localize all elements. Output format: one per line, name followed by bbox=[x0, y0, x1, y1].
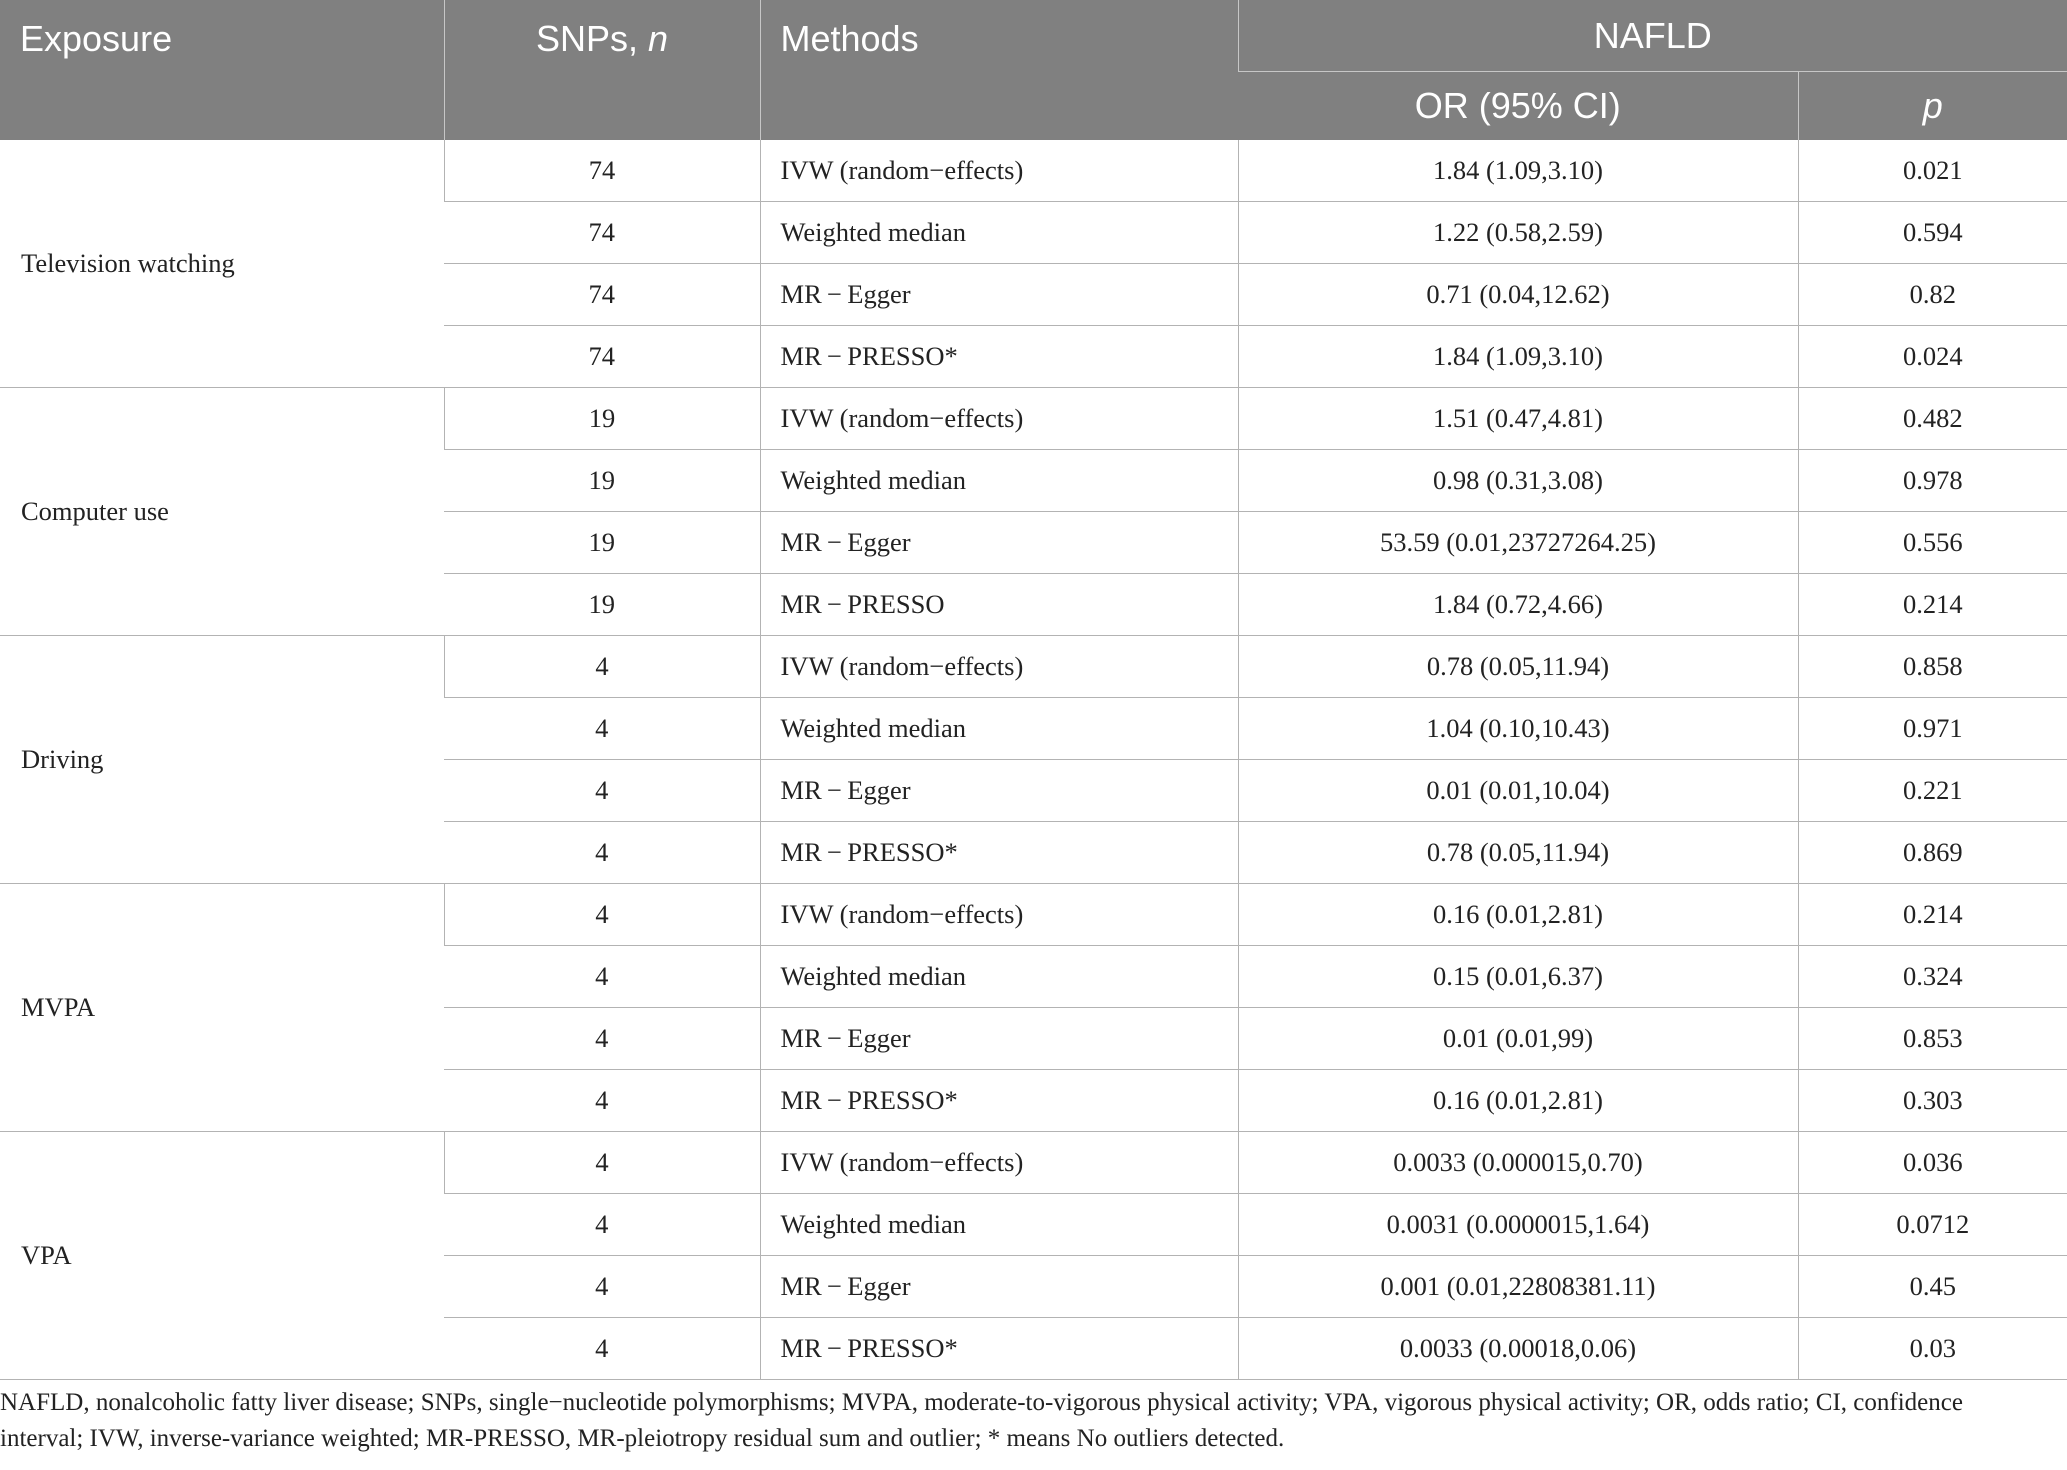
p-value-cell: 0.024 bbox=[1798, 326, 2067, 388]
method-cell: MR − Egger bbox=[760, 1008, 1238, 1070]
p-value-cell: 0.594 bbox=[1798, 202, 2067, 264]
or-ci-cell: 1.04 (0.10,10.43) bbox=[1238, 698, 1798, 760]
or-ci-cell: 0.01 (0.01,10.04) bbox=[1238, 760, 1798, 822]
or-ci-cell: 53.59 (0.01,23727264.25) bbox=[1238, 512, 1798, 574]
table-row bbox=[0, 388, 2067, 450]
snps-cell: 4 bbox=[444, 1194, 760, 1256]
or-ci-cell: 0.001 (0.01,22808381.11) bbox=[1238, 1256, 1798, 1318]
p-value-cell: 0.482 bbox=[1798, 388, 2067, 450]
or-ci-cell: 0.78 (0.05,11.94) bbox=[1238, 822, 1798, 884]
snps-cell: 74 bbox=[444, 202, 760, 264]
method-cell: MR − Egger bbox=[760, 1256, 1238, 1318]
method-cell: IVW (random−effects) bbox=[760, 1132, 1238, 1194]
or-ci-cell: 0.0033 (0.000015,0.70) bbox=[1238, 1132, 1798, 1194]
header-snps: SNPs, n bbox=[444, 0, 760, 140]
p-value-cell: 0.021 bbox=[1798, 140, 2067, 202]
or-ci-cell: 0.78 (0.05,11.94) bbox=[1238, 636, 1798, 698]
method-cell: MR − Egger bbox=[760, 264, 1238, 326]
method-cell: IVW (random−effects) bbox=[760, 636, 1238, 698]
snps-cell: 4 bbox=[444, 636, 760, 698]
method-cell: MR − PRESSO bbox=[760, 574, 1238, 636]
or-ci-cell: 0.16 (0.01,2.81) bbox=[1238, 884, 1798, 946]
snps-cell: 4 bbox=[444, 822, 760, 884]
header-or-ci: OR (95% CI) bbox=[1238, 72, 1798, 141]
method-cell: Weighted median bbox=[760, 1194, 1238, 1256]
p-value-cell: 0.858 bbox=[1798, 636, 2067, 698]
table-body bbox=[0, 140, 2067, 1380]
snps-cell: 4 bbox=[444, 884, 760, 946]
exposure-cell: VPA bbox=[0, 1132, 444, 1380]
snps-cell: 4 bbox=[444, 1070, 760, 1132]
exposure-cell: Computer use bbox=[0, 388, 444, 636]
snps-cell: 4 bbox=[444, 1318, 760, 1380]
header-methods: Methods bbox=[760, 0, 1238, 140]
or-ci-cell: 1.84 (1.09,3.10) bbox=[1238, 140, 1798, 202]
or-ci-cell: 0.15 (0.01,6.37) bbox=[1238, 946, 1798, 1008]
snps-cell: 19 bbox=[444, 450, 760, 512]
or-ci-cell: 0.0031 (0.0000015,1.64) bbox=[1238, 1194, 1798, 1256]
table-row bbox=[0, 1132, 2067, 1194]
method-cell: IVW (random−effects) bbox=[760, 388, 1238, 450]
p-value-cell: 0.036 bbox=[1798, 1132, 2067, 1194]
p-value-cell: 0.45 bbox=[1798, 1256, 2067, 1318]
method-cell: Weighted median bbox=[760, 698, 1238, 760]
p-value-cell: 0.869 bbox=[1798, 822, 2067, 884]
p-value-cell: 0.556 bbox=[1798, 512, 2067, 574]
or-ci-cell: 0.71 (0.04,12.62) bbox=[1238, 264, 1798, 326]
or-ci-cell: 0.98 (0.31,3.08) bbox=[1238, 450, 1798, 512]
table-header bbox=[0, 0, 2067, 140]
snps-cell: 4 bbox=[444, 1008, 760, 1070]
or-ci-cell: 0.01 (0.01,99) bbox=[1238, 1008, 1798, 1070]
p-value-cell: 0.03 bbox=[1798, 1318, 2067, 1380]
header-outcome: NAFLD bbox=[1238, 0, 2067, 72]
method-cell: Weighted median bbox=[760, 450, 1238, 512]
or-ci-cell: 1.22 (0.58,2.59) bbox=[1238, 202, 1798, 264]
or-ci-cell: 0.0033 (0.00018,0.06) bbox=[1238, 1318, 1798, 1380]
p-value-cell: 0.324 bbox=[1798, 946, 2067, 1008]
snps-cell: 19 bbox=[444, 512, 760, 574]
method-cell: MR − PRESSO* bbox=[760, 822, 1238, 884]
snps-cell: 4 bbox=[444, 1132, 760, 1194]
p-value-cell: 0.82 bbox=[1798, 264, 2067, 326]
p-value-cell: 0.978 bbox=[1798, 450, 2067, 512]
p-value-cell: 0.0712 bbox=[1798, 1194, 2067, 1256]
method-cell: MR − Egger bbox=[760, 760, 1238, 822]
snps-cell: 19 bbox=[444, 388, 760, 450]
snps-cell: 4 bbox=[444, 760, 760, 822]
table-row bbox=[0, 636, 2067, 698]
header-exposure: Exposure bbox=[0, 0, 444, 140]
method-cell: IVW (random−effects) bbox=[760, 140, 1238, 202]
exposure-cell: Driving bbox=[0, 636, 444, 884]
table-footnote: NAFLD, nonalcoholic fatty liver disease; SNPs, single−nucleotide polymorphisms; MVPA, moderate-to-vigorous physical activity; VPA, vigorous physical activity; OR, odds ratio; CI, confidence interval; IVW, inverse-variance weighted; MR-PRESSO, MR-pleiotropy residual sum and outlier; * means No outliers detected. bbox=[0, 1389, 1963, 1452]
snps-cell: 74 bbox=[444, 264, 760, 326]
table-row bbox=[0, 140, 2067, 202]
snps-cell: 74 bbox=[444, 326, 760, 388]
or-ci-cell: 1.51 (0.47,4.81) bbox=[1238, 388, 1798, 450]
snps-cell: 4 bbox=[444, 1256, 760, 1318]
snps-cell: 4 bbox=[444, 946, 760, 1008]
method-cell: Weighted median bbox=[760, 946, 1238, 1008]
method-cell: MR − Egger bbox=[760, 512, 1238, 574]
exposure-cell: MVPA bbox=[0, 884, 444, 1132]
snps-cell: 74 bbox=[444, 140, 760, 202]
table-row bbox=[0, 884, 2067, 946]
exposure-cell: Television watching bbox=[0, 140, 444, 388]
p-value-cell: 0.971 bbox=[1798, 698, 2067, 760]
p-value-cell: 0.303 bbox=[1798, 1070, 2067, 1132]
method-cell: MR − PRESSO* bbox=[760, 326, 1238, 388]
or-ci-cell: 0.16 (0.01,2.81) bbox=[1238, 1070, 1798, 1132]
snps-cell: 4 bbox=[444, 698, 760, 760]
method-cell: MR − PRESSO* bbox=[760, 1318, 1238, 1380]
p-value-cell: 0.853 bbox=[1798, 1008, 2067, 1070]
or-ci-cell: 1.84 (0.72,4.66) bbox=[1238, 574, 1798, 636]
p-value-cell: 0.214 bbox=[1798, 574, 2067, 636]
method-cell: IVW (random−effects) bbox=[760, 884, 1238, 946]
header-p: p bbox=[1798, 72, 2067, 141]
p-value-cell: 0.214 bbox=[1798, 884, 2067, 946]
method-cell: MR − PRESSO* bbox=[760, 1070, 1238, 1132]
snps-cell: 19 bbox=[444, 574, 760, 636]
method-cell: Weighted median bbox=[760, 202, 1238, 264]
p-value-cell: 0.221 bbox=[1798, 760, 2067, 822]
or-ci-cell: 1.84 (1.09,3.10) bbox=[1238, 326, 1798, 388]
